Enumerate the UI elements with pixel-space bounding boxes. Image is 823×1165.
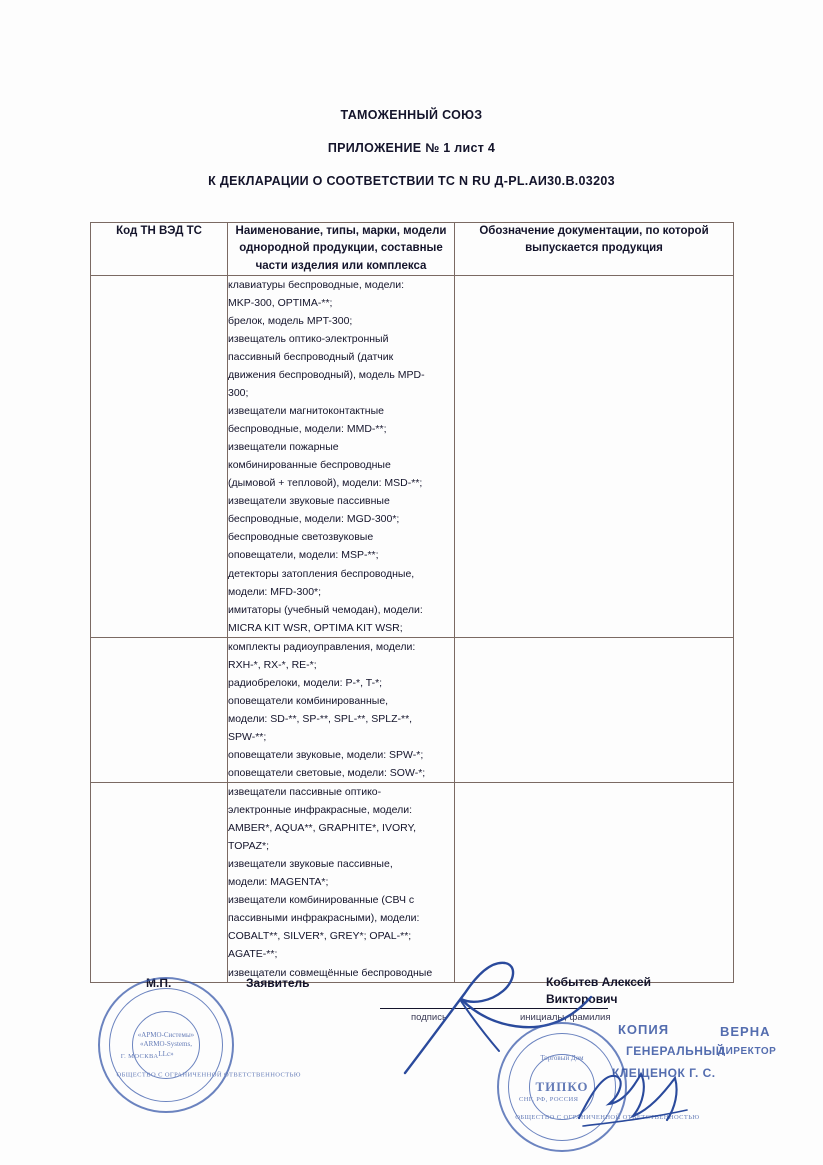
stamp-trade-top-text: Торговый Дом — [540, 1054, 584, 1062]
name-line: (дымовой + тепловой), модели: MSD-**; — [228, 477, 423, 490]
name-line: извещатели звуковые пассивные, — [228, 858, 393, 871]
cell-doc — [455, 637, 734, 782]
name-line: имитаторы (учебный чемодан), модели: — [228, 603, 423, 616]
header-line-customs-union: ТАМОЖЕННЫЙ СОЮЗ — [340, 108, 483, 122]
copy-stamp-line-verna: ВЕРНА — [720, 1024, 771, 1039]
copy-certification-stamp — [612, 1022, 802, 1102]
name-line: оповещатели комбинированные, — [228, 694, 389, 707]
stamp-arc-top: ОБЩЕСТВО С ОГРАНИЧЕННОЙ ОТВЕТСТВЕННОСТЬЮ — [515, 1114, 700, 1121]
name-line: извещатель оптико-электронный — [228, 332, 389, 345]
stamp-company-ru: «АРМО-Системы» — [137, 1030, 195, 1039]
name-line: COBALT**, SILVER*, GREY*; OPAL-**; — [228, 930, 412, 943]
cell-code — [91, 637, 228, 782]
cell-code — [91, 275, 228, 637]
name-line: оповещатели, модели: MSP-**; — [228, 549, 379, 562]
copy-stamp-line-name: КЛЕЩЕНОК Г. С. — [612, 1066, 716, 1080]
name-line: оповещатели световые, модели: SOW-*; — [228, 767, 426, 780]
table-body — [91, 275, 734, 982]
name-line: MICRA KIT WSR, OPTIMA KIT WSR; — [228, 621, 403, 634]
table-head — [91, 223, 734, 276]
signer-name-line1: Кобытев Алексей — [546, 975, 651, 989]
applicant-label: Заявитель — [246, 976, 310, 990]
mp-label: М.П. — [146, 976, 172, 990]
header-line-annex: ПРИЛОЖЕНИЕ № 1 лист 4 — [327, 141, 496, 155]
name-line: оповещатели звуковые, модели: SPW-*; — [228, 748, 424, 761]
column-header-name: Наименование, типы, марки, модели однородной продукции, составные части изделия или комплекса — [228, 223, 455, 276]
stamp-arc-bottom: СНГ, РФ, РОССИЯ — [518, 1096, 579, 1104]
name-line: извещатели пожарные — [228, 441, 339, 454]
stamp-arc-top: ОБЩЕСТВО С ОГРАНИЧЕННОЙ ОТВЕТСТВЕННОСТЬЮ — [116, 1071, 301, 1079]
copy-stamp-line-position: ГЕНЕРАЛЬНЫЙ — [626, 1044, 725, 1058]
name-line: MKP-300, OPTIMA-**; — [228, 296, 333, 309]
name-line: SPW-**; — [228, 730, 267, 743]
name-line: брелок, модель MPT-300; — [228, 314, 353, 327]
signature-caption-signature: подпись — [411, 1012, 447, 1023]
name-line: извещатели магнитоконтактные — [228, 405, 384, 418]
document-header — [0, 108, 823, 188]
name-line: AMBER*, AQUA**, GRAPHITE*, IVORY, — [228, 822, 417, 835]
name-line: TOPAZ*; — [228, 840, 270, 853]
name-line: беспроводные светозвуковые — [228, 531, 374, 544]
name-line: модели: SD-**, SP-**, SPL-**, SPLZ-**, — [228, 712, 413, 725]
name-line: беспроводные, модели: MGD-300*; — [228, 513, 400, 526]
name-line: беспроводные, модели: MMD-**; — [228, 423, 387, 436]
name-line: извещатели пассивные оптико- — [228, 786, 382, 799]
name-line: движения беспроводный), модель MPD- — [228, 368, 425, 381]
cell-doc — [455, 275, 734, 637]
copy-stamp-line-director: ДИРЕКТОР — [718, 1046, 777, 1057]
cell-name — [228, 275, 455, 637]
name-line: комбинированные беспроводные — [228, 459, 391, 472]
header-line-declaration: К ДЕКЛАРАЦИИ О СООТВЕТСТВИИ ТС N RU Д-PL.АИ30.В.03203 — [208, 174, 615, 188]
name-line: извещатели совмещённые беспроводные — [228, 966, 433, 979]
signature-caption-initials: инициалы, фамилия — [520, 1012, 611, 1023]
name-line: пассивный беспроводный (датчик — [228, 350, 394, 363]
name-line: детекторы затопления беспроводные, — [228, 567, 415, 580]
name-line: клавиатуры беспроводные, модели: — [228, 278, 405, 291]
signer-name — [546, 974, 651, 1009]
copy-stamp-line-kopiya: КОПИЯ — [618, 1022, 670, 1037]
name-line: электронные инфракрасные, модели: — [228, 804, 413, 817]
name-line: модели: MFD-300*; — [228, 585, 322, 598]
name-line: радиобрелоки, модели: P-*, T-*; — [228, 676, 383, 689]
name-line: RXH-*, RX-*, RE-*; — [228, 658, 317, 671]
table-header-row — [91, 223, 734, 276]
name-line: извещатели комбинированные (СВЧ с — [228, 894, 415, 907]
table-row — [91, 783, 734, 983]
product-table — [90, 222, 734, 983]
cell-code — [91, 783, 228, 983]
name-line: извещатели звуковые пассивные — [228, 495, 390, 508]
stamp-core: ТИПКО — [529, 1054, 595, 1120]
cell-name — [228, 637, 455, 782]
column-header-code: Код ТН ВЭД ТС — [91, 223, 228, 276]
stamp-core — [132, 1011, 201, 1080]
name-line: пассивными инфракрасными), модели: — [228, 912, 420, 925]
name-line: AGATE-**; — [228, 948, 278, 961]
cell-name — [228, 783, 455, 983]
stamp-company-en: «ARMO-Systems, LLc» — [140, 1040, 192, 1058]
cell-doc — [455, 783, 734, 983]
table-row — [91, 637, 734, 782]
name-line: 300; — [228, 387, 249, 400]
name-line: модели: MAGENTA*; — [228, 876, 329, 889]
signer-name-line2: Викторович — [546, 992, 618, 1007]
table-row — [91, 275, 734, 637]
stamp-arc-bottom: Г. МОСКВА — [120, 1052, 159, 1060]
name-line: комплекты радиоуправления, модели: — [228, 640, 416, 653]
column-header-doc: Обозначение документации, по которой выпускается продукция — [455, 223, 734, 276]
